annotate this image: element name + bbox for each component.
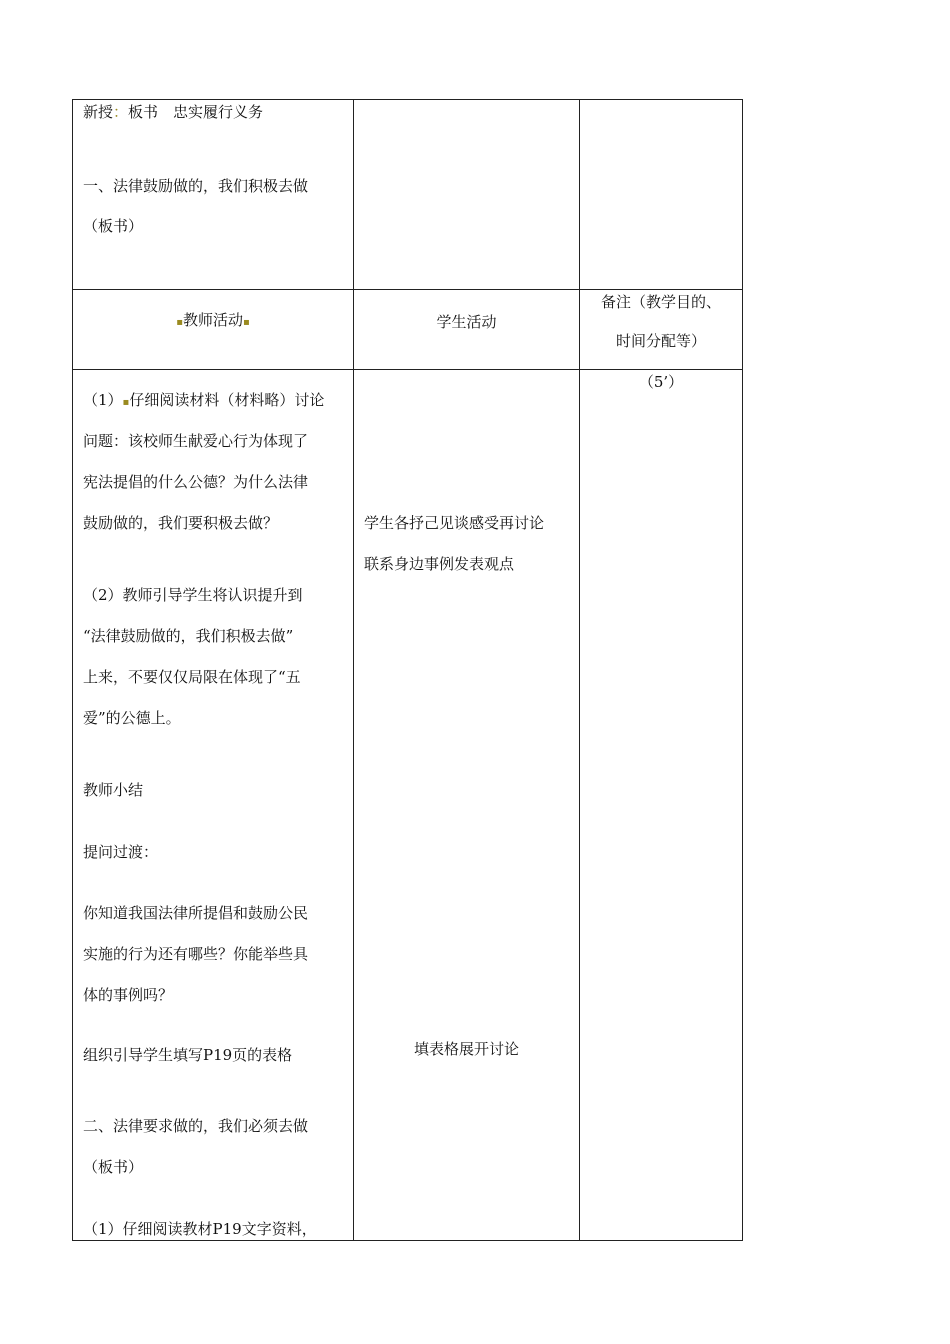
point-one-board-note: （板书） bbox=[83, 217, 144, 235]
question-line1: 你知道我国法律所提倡和鼓励公民 bbox=[83, 904, 309, 922]
point-two-board-note: （板书） bbox=[83, 1158, 144, 1176]
teacher-activity-header: ▪教师活动▪ bbox=[176, 311, 250, 329]
p1-line2: 问题：该校师生献爱心行为体现了 bbox=[83, 432, 309, 450]
new-lesson-prefix: 新授 bbox=[83, 103, 114, 121]
question-transition: 提问过渡： bbox=[83, 843, 159, 861]
intro-notes-cell bbox=[580, 100, 743, 290]
student-header-cell bbox=[354, 290, 580, 370]
student-activity-header: 学生活动 bbox=[436, 313, 497, 331]
student-activity-line1: 学生各抒己见谈感受再讨论 bbox=[364, 514, 545, 532]
question-line3: 体的事例吗？ bbox=[83, 986, 174, 1004]
question-line2: 实施的行为还有哪些？你能举些具 bbox=[83, 945, 309, 963]
notes-header-line1: 备注（教学目的、 bbox=[600, 293, 721, 311]
teacher-activity-cell bbox=[73, 370, 354, 1241]
teacher-header-cell bbox=[73, 290, 354, 370]
student-activity-line3: 填表格展开讨论 bbox=[413, 1040, 519, 1058]
body-row bbox=[73, 370, 743, 1241]
intro-cell bbox=[73, 100, 354, 290]
p1-line4: 鼓励做的，我们要积极去做？ bbox=[83, 514, 279, 532]
lesson-plan-table bbox=[72, 99, 743, 1241]
point-two-heading: 二、法律要求做的，我们必须去做 bbox=[83, 1117, 309, 1135]
p3-line1: （1）仔细阅读教材P19文字资料， bbox=[83, 1220, 317, 1238]
p2-line1: （2）教师引导学生将认识提升到 bbox=[83, 586, 303, 604]
organize-table-line: 组织引导学生填写P19页的表格 bbox=[83, 1046, 293, 1064]
notes-header-line2: 时间分配等） bbox=[615, 332, 706, 350]
intro-row bbox=[73, 100, 743, 290]
format-mark: ▪ bbox=[122, 397, 130, 408]
student-activity-cell bbox=[354, 370, 580, 1241]
notes-header-cell bbox=[580, 290, 743, 370]
new-lesson-separator: ： bbox=[113, 103, 129, 121]
format-mark: ▪ bbox=[176, 317, 183, 328]
format-mark: ▪ bbox=[243, 317, 250, 328]
point-one-heading: 一、法律鼓励做的，我们积极去做 bbox=[83, 177, 309, 195]
new-lesson-line bbox=[83, 102, 345, 122]
time-allocation: （5’） bbox=[638, 373, 684, 391]
p2-line2: “法律鼓励做的，我们积极去做” bbox=[83, 627, 294, 645]
new-lesson-title: 板书 忠实履行义务 bbox=[128, 103, 264, 121]
notes-cell bbox=[580, 370, 743, 1241]
p2-line4: 爱”的公德上。 bbox=[83, 709, 181, 727]
teacher-summary: 教师小结 bbox=[83, 781, 144, 799]
header-row bbox=[73, 290, 743, 370]
p1-line3: 宪法提倡的什么公德？为什么法律 bbox=[83, 473, 309, 491]
p2-line3: 上来，不要仅仅局限在体现了“五 bbox=[83, 668, 301, 686]
intro-student-cell bbox=[354, 100, 580, 290]
p1-line1: （1）▪仔细阅读材料（材料略）讨论 bbox=[83, 391, 325, 409]
student-activity-line2: 联系身边事例发表观点 bbox=[364, 555, 515, 573]
